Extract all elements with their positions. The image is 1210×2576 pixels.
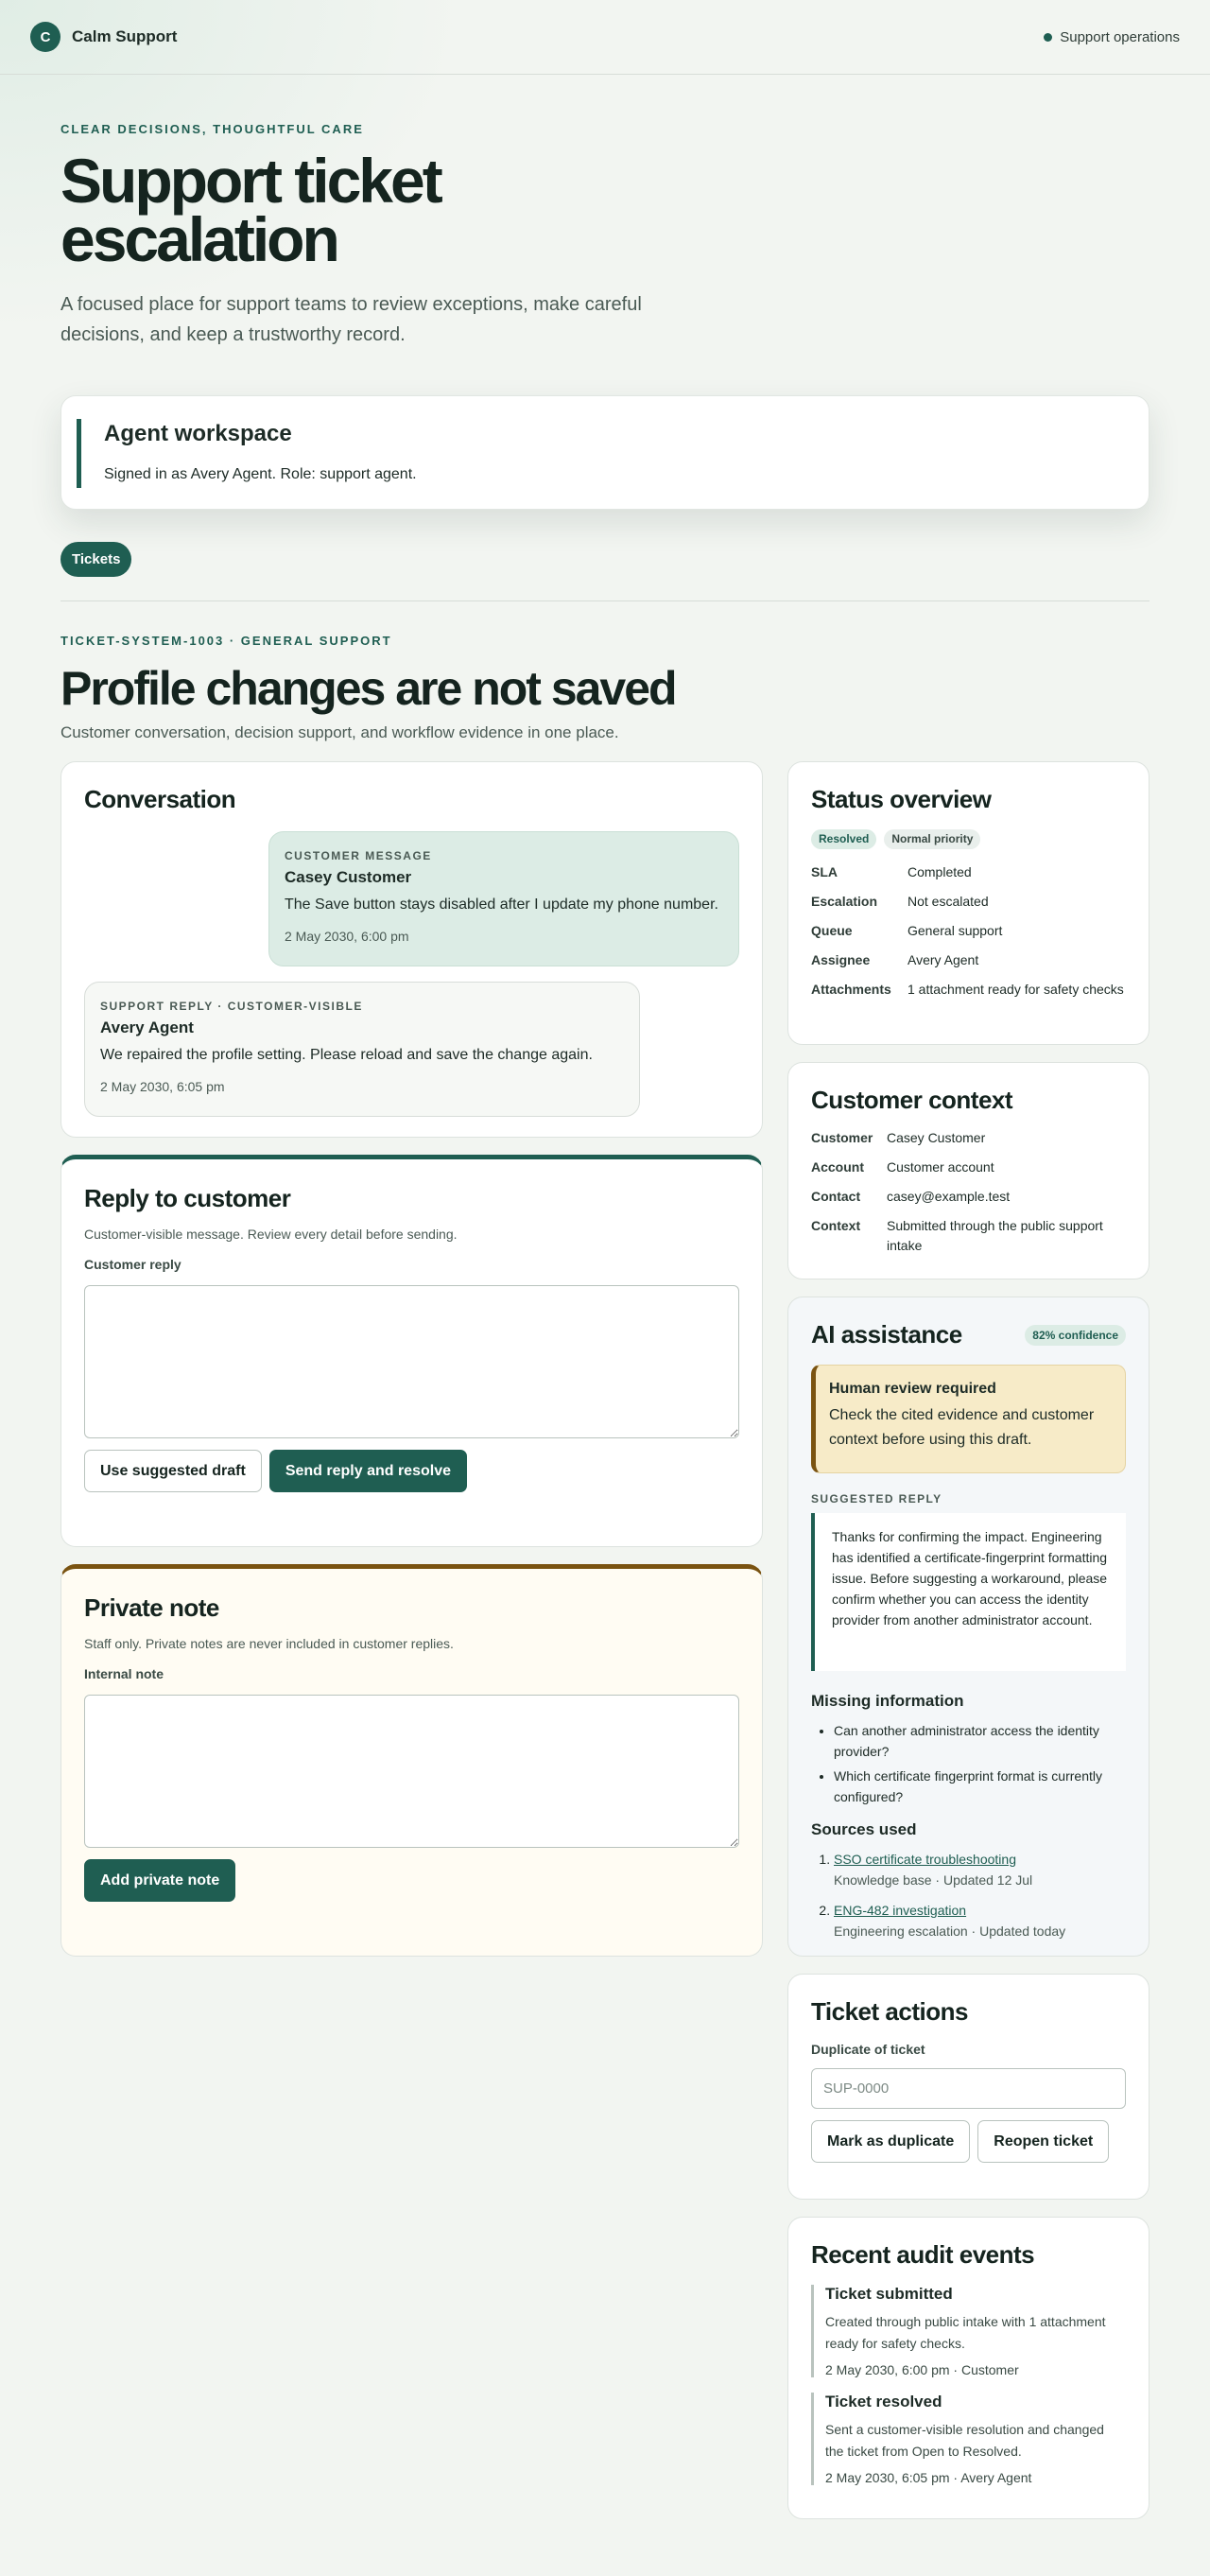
detail-value: Avery Agent [908,952,979,967]
detail-row [811,921,1126,941]
agent-message [84,982,640,1117]
conversation-title: Conversation [84,785,236,813]
brand-logo-icon: C [30,22,60,52]
send-reply-button[interactable]: Send reply and resolve [269,1450,467,1492]
detail-row [811,1187,1126,1207]
detail-value: casey@example.test [887,1189,1011,1204]
audit-event-title: Ticket submitted [825,2285,953,2303]
use-suggested-draft-button[interactable]: Use suggested draft [84,1450,262,1492]
message-label: CUSTOMER MESSAGE [285,849,432,862]
human-review-callout [811,1365,1126,1473]
note-description: Staff only. Private notes are never included in customer replies. [84,1636,454,1651]
detail-key: Attachments [811,982,891,997]
customer-context-card [787,1062,1150,1279]
customer-reply-label: Customer reply [84,1257,182,1272]
signed-in-text: Signed in as Avery Agent. Role: support agent. [104,466,417,482]
add-private-note-button[interactable]: Add private note [84,1859,235,1902]
customer-reply-input[interactable] [84,1285,739,1438]
brand[interactable] [30,22,177,52]
source-meta: Knowledge base · Updated 12 Jul [834,1872,1033,1888]
message-time: 2 May 2030, 6:00 pm [285,929,409,944]
duplicate-ticket-input[interactable] [811,2068,1126,2109]
ticket-title: Profile changes are not saved [60,662,676,715]
source-item [834,1900,1126,1941]
reply-card [60,1155,763,1547]
audit-event-description: Created through public intake with 1 attachment ready for safety checks. [825,2314,1106,2351]
detail-value: Submitted through the public support intake [887,1218,1103,1253]
hero-title: Support ticket escalation [60,146,441,274]
ticket-actions-card [787,1974,1150,2200]
message-body: We repaired the profile setting. Please reload and save the change again. [100,1047,593,1063]
reply-title: Reply to customer [84,1184,291,1212]
side-column [787,761,1150,2519]
reply-actions [84,1450,739,1492]
suggested-reply-label: SUGGESTED REPLY [811,1492,942,1506]
status-badges [811,829,1126,849]
detail-row [811,950,1126,970]
main-column [60,761,763,1957]
priority-badge: Normal priority [884,829,980,849]
ticket-layout [60,761,1150,2519]
ai-assistance-card [787,1297,1150,1957]
detail-key: Customer [811,1130,873,1145]
detail-row [811,980,1126,1000]
tab-nav [60,542,1150,577]
ticket-id: TICKET-SYSTEM-1003 · GENERAL SUPPORT [60,634,392,648]
source-meta: Engineering escalation · Updated today [834,1923,1066,1939]
detail-key: Contact [811,1189,861,1204]
private-note-card [60,1564,763,1957]
hero-lede: A focused place for support teams to review exceptions, make careful decisions, and keep a trustworthy record. [60,294,642,345]
reopen-ticket-button[interactable]: Reopen ticket [977,2120,1109,2163]
section-divider [60,600,1150,601]
missing-info-list [811,1720,1126,1807]
note-title: Private note [84,1593,219,1622]
list-item: • Can another administrator access the identity provider? [834,1720,1126,1762]
detail-key: Account [811,1159,864,1175]
operations-status [1044,29,1180,45]
status-overview-card [787,761,1150,1045]
audit-event-title: Ticket resolved [825,2393,942,2411]
agent-workspace-card [60,395,1150,510]
message-time: 2 May 2030, 6:05 pm [100,1079,225,1094]
page [0,75,1210,2519]
workspace-title: Agent workspace [104,421,292,446]
operations-label: Support operations [1060,28,1180,45]
top-bar [0,0,1210,75]
detail-value: Not escalated [908,894,989,909]
sources-list [811,1849,1126,1941]
brand-name: Calm Support [72,27,178,45]
audit-event [811,2393,1126,2485]
audit-event [811,2285,1126,2377]
suggested-reply-text: Thanks for confirming the impact. Engineering has identified a certificate-fingerprint formatting issue. Before suggesting a workaround, please confirm whether you can access the identity provider from another administrator account. [811,1513,1126,1671]
detail-value: General support [908,923,1003,938]
list-item: • Which certificate fingerprint format is currently configured? [834,1766,1126,1807]
message-author: Avery Agent [100,1018,194,1036]
reply-description: Customer-visible message. Review every detail before sending. [84,1227,458,1242]
detail-row [811,1128,1126,1148]
duplicate-label: Duplicate of ticket [811,2042,925,2057]
source-link[interactable]: 1. SSO certificate troubleshooting [834,1852,1016,1867]
note-actions [84,1859,739,1902]
internal-note-input[interactable] [84,1695,739,1848]
mark-duplicate-button[interactable]: Mark as duplicate [811,2120,970,2163]
ticket-action-buttons [811,2120,1126,2163]
internal-note-label: Internal note [84,1666,164,1681]
status-dot-icon [1044,33,1052,42]
detail-value: Casey Customer [887,1130,986,1145]
conversation-card [60,761,763,1138]
message-label: SUPPORT REPLY · CUSTOMER-VISIBLE [100,1000,363,1013]
source-item [834,1849,1126,1890]
detail-row [811,862,1126,882]
audit-event-time: 2 May 2030, 6:05 pm · Avery Agent [825,2470,1032,2485]
audit-events-card [787,2217,1150,2519]
ticket-header [60,634,1150,742]
ai-header [811,1320,1126,1349]
detail-row [811,892,1126,912]
message-author: Casey Customer [285,868,412,886]
customer-message [268,831,739,966]
message-body: The Save button stays disabled after I update my phone number. [285,896,718,913]
detail-row [811,1216,1126,1256]
customer-context-title: Customer context [811,1086,1013,1114]
workspace-panel [77,419,1133,488]
status-details [811,862,1126,1000]
hero [60,75,1150,350]
detail-value: 1 attachment ready for safety checks [908,982,1124,997]
audit-title: Recent audit events [811,2240,1035,2269]
status-badge: Resolved [811,829,876,849]
detail-key: Queue [811,923,853,938]
hero-eyebrow: CLEAR DECISIONS, THOUGHTFUL CARE [60,122,364,136]
confidence-badge: 82% confidence [1025,1325,1126,1346]
ticket-subtitle: Customer conversation, decision support, and workflow evidence in one place. [60,723,619,741]
detail-key: Escalation [811,894,878,909]
audit-event-time: 2 May 2030, 6:00 pm · Customer [825,2362,1019,2377]
missing-info-title: Missing information [811,1692,964,1710]
review-body: Check the cited evidence and customer context before using this draft. [829,1407,1095,1448]
detail-key: SLA [811,864,838,879]
status-title: Status overview [811,785,992,813]
detail-key: Context [811,1218,861,1233]
sources-title: Sources used [811,1820,917,1838]
audit-event-description: Sent a customer-visible resolution and changed the ticket from Open to Resolved. [825,2422,1104,2459]
source-link[interactable]: 2. ENG-482 investigation [834,1903,967,1918]
detail-value: Completed [908,864,972,879]
detail-key: Assignee [811,952,871,967]
ticket-actions-title: Ticket actions [811,1997,968,2026]
detail-row [811,1157,1126,1177]
tab-tickets[interactable]: Tickets [60,542,131,577]
detail-value: Customer account [887,1159,994,1175]
review-title: Human review required [829,1381,996,1397]
ai-title: AI assistance [811,1320,962,1349]
customer-details [811,1128,1126,1256]
